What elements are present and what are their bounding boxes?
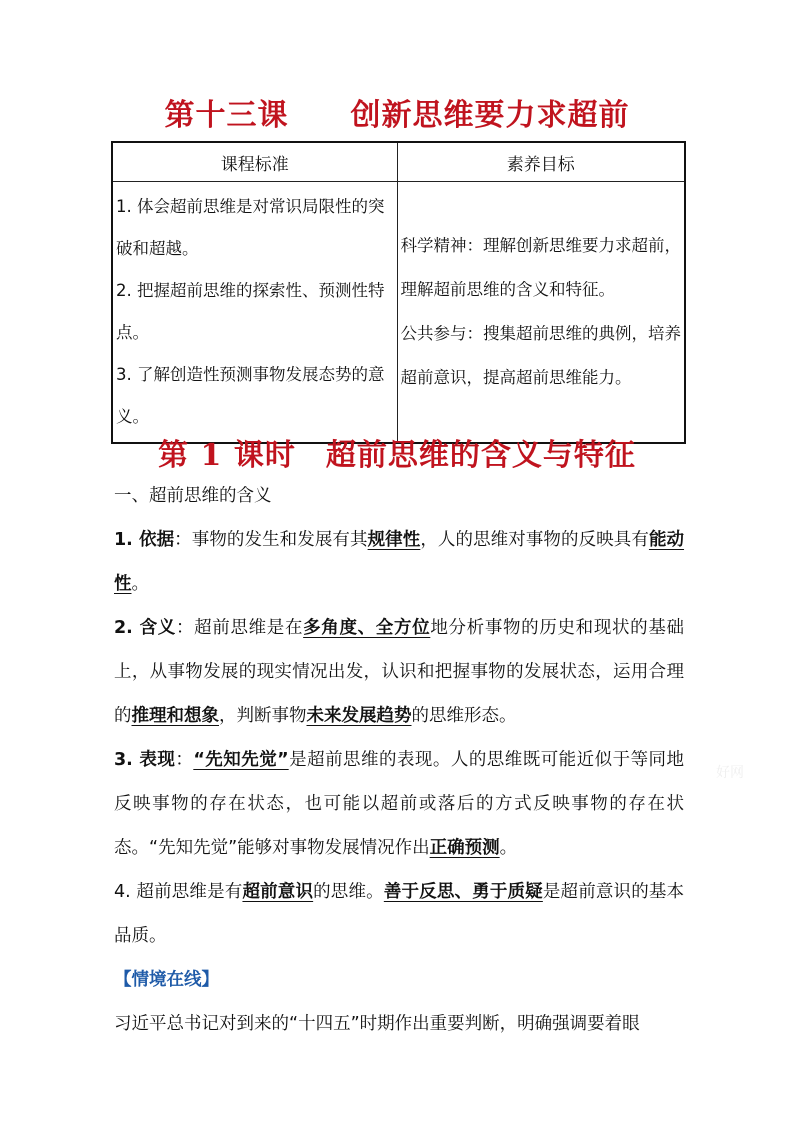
curriculum-table [111, 141, 686, 444]
term-label: 2. 含义 [114, 618, 176, 638]
text-run: 的思维形态。 [411, 706, 517, 726]
period-number: 第 1 课时 [158, 438, 296, 473]
lesson-number: 第十三课 [164, 98, 289, 133]
goal-item: 科学精神：理解创新思维要力求超前，理解超前思维的含义和特征。 [400, 236, 681, 299]
text-run: ：超前思维是在 [175, 618, 304, 638]
table-body-row [112, 182, 685, 444]
standard-item: 2. 把握超前思维的探索性、预测性特点。 [116, 281, 385, 342]
lesson-topic: 创新思维要力求超前 [350, 98, 630, 133]
text-run: 是超前思维的表现。人的思维既可能近似于等同地反映事物的存在状态，也可能以超前或落后的方式反映事物的存在状态。“先知先觉”能够对事物发展情况作出 [114, 750, 685, 858]
header-curriculum-standard: 课程标准 [112, 142, 397, 182]
goals-cell [397, 182, 685, 444]
text-run: 。 [131, 574, 149, 594]
term-label: 1. 依据 [114, 530, 175, 550]
standard-item: 1. 体会超前思维是对常识局限性的突破和超越。 [116, 197, 385, 258]
header-literacy-goal: 素养目标 [397, 142, 685, 182]
paragraph-meaning [114, 606, 684, 738]
keyword: 善于反思、勇于质疑 [383, 882, 543, 902]
period-topic: 超前思维的含义与特征 [325, 438, 636, 473]
goal-item: 公共参与：搜集超前思维的典例，培养超前意识，提高超前思维能力。 [400, 324, 681, 387]
standard-item: 3. 了解创造性预测事物发展态势的意义。 [116, 365, 385, 426]
paragraph-basis [114, 518, 684, 606]
paragraph-awareness [114, 870, 684, 958]
text-run: ： [175, 750, 194, 770]
lesson-title [0, 96, 794, 136]
context-paragraph: 习近平总书记对到来的“十四五”时期作出重要判断，明确强调要着眼 [114, 1014, 640, 1034]
keyword: 未来发展趋势 [306, 706, 412, 726]
text-run: 的思维。 [313, 882, 384, 902]
watermark: 好网 [716, 765, 744, 781]
text-run: ，判断事物 [219, 706, 307, 726]
keyword: 推理和想象 [131, 706, 219, 726]
section-body [114, 518, 684, 1046]
keyword: “先知先觉” [193, 750, 289, 770]
standards-cell [112, 182, 397, 444]
term-label: 3. 表现 [114, 750, 176, 770]
text-run: 是超前意识的基本品质。 [114, 882, 685, 946]
section-heading: 一、超前思维的含义 [114, 486, 272, 506]
keyword: 正确预测 [429, 838, 500, 858]
text-run: ：事物的发生和发展有其 [174, 530, 368, 550]
text-run: 4. 超前思维是有 [114, 882, 243, 902]
text-run: ，人的思维对事物的反映具有 [420, 530, 649, 550]
keyword: 超前意识 [242, 882, 314, 902]
context-label [114, 958, 684, 1002]
keyword: 规律性 [367, 530, 421, 550]
text-run: 地分析事物的历史和现状的基础上，从事物发展的现实情况出发，认识和把握事物的发展状态，运用合理的 [114, 618, 685, 726]
context-label-text: 【情境在线】 [114, 970, 219, 990]
text-run: 。 [499, 838, 518, 858]
keyword: 能动性 [114, 530, 685, 594]
paragraph-expression [114, 738, 684, 870]
class-period-title [0, 436, 794, 476]
table-header-row [112, 142, 685, 182]
keyword: 多角度、全方位 [303, 618, 431, 638]
